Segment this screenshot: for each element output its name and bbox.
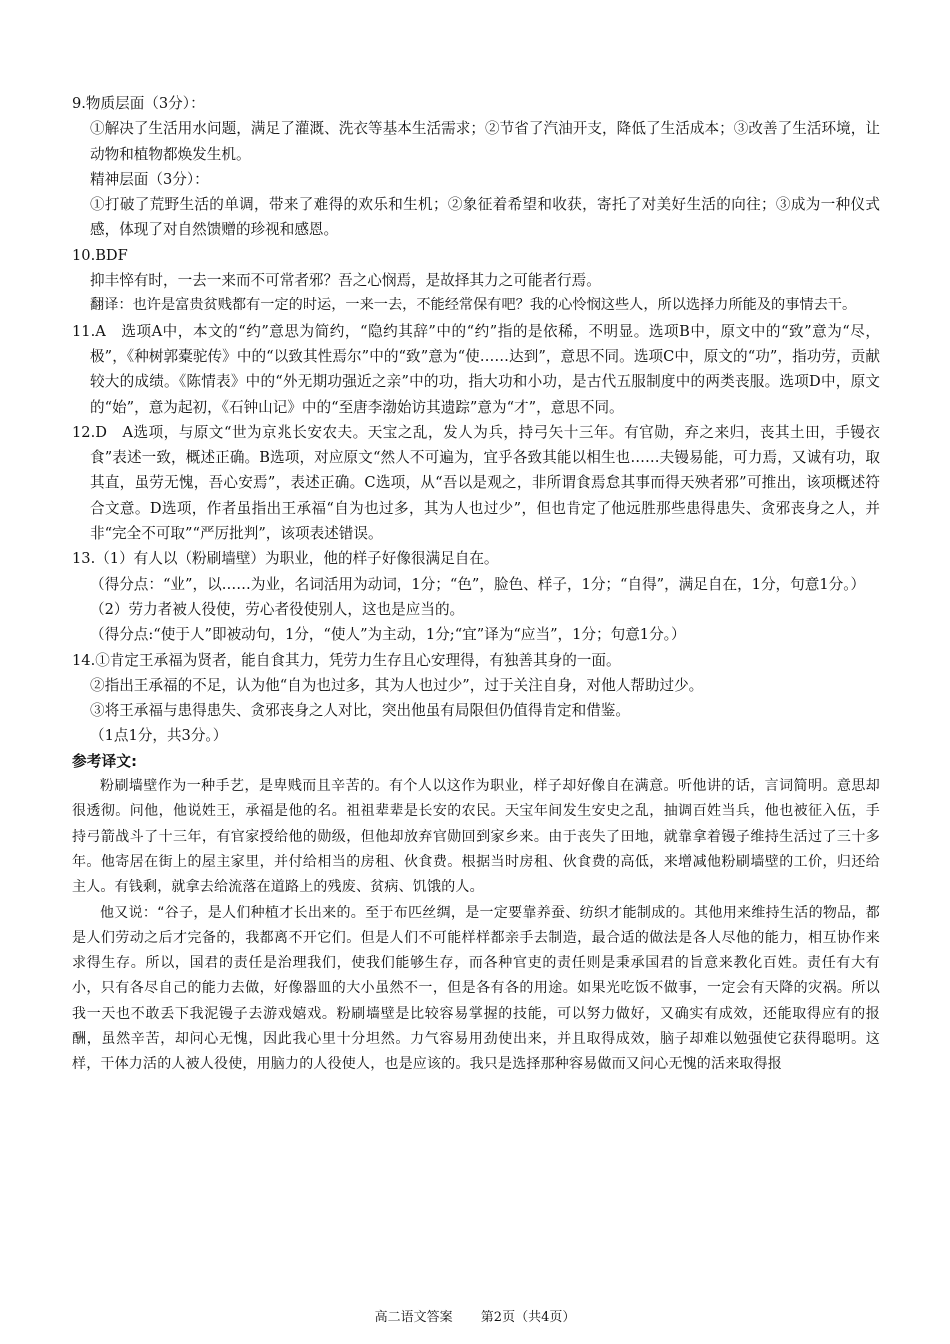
q14-scoring: （1点1分，共3分。） xyxy=(90,727,228,745)
question-14 xyxy=(72,648,880,749)
q10-original-text: 抑丰悴有时，一去一来而不可常者邪？吾之心悯焉，是故择其力之可能者行焉。 xyxy=(90,272,601,290)
question-9 xyxy=(72,91,880,243)
q10-answer: 10.BDF xyxy=(72,246,128,264)
answer-content xyxy=(72,91,880,1078)
q13-part1: 13.（1）有人以（粉刷墙壁）为职业，他的样子好像很满足自在。 xyxy=(72,550,499,568)
q10-translation: 翻译：也许是富贵贫贱都有一定的时运，一来一去，不能经常保有吧？我的心怜悯这些人，所以选择力所能及的事情去干。 xyxy=(90,297,857,314)
q14-point1: 14.①肯定王承福为贤者，能自食其力，凭劳力生存且心安理得，有独善其身的一面。 xyxy=(72,651,621,669)
q13-part1-scoring: （得分点：“业”，以……为业，名词活用为动词，1分；“色”，脸色、样子，1分；“自得”，满足自在，1分，句意1分。） xyxy=(90,575,866,593)
q9-heading-material: 9.物质层面（3分）： xyxy=(72,95,205,112)
question-12 xyxy=(72,420,880,546)
translation-title: 参考译文: xyxy=(72,752,138,770)
question-11 xyxy=(72,319,880,420)
q9-spiritual-answer: ①打破了荒野生活的单调，带来了难得的欢乐和生机；②象征着希望和收获，寄托了对美好生活的向往；③成为一种仪式感，体现了对自然馈赠的珍视和感恩。 xyxy=(90,196,880,239)
page-footer xyxy=(0,1306,950,1325)
footer-page-number: 第2页（共4页） xyxy=(480,1310,576,1325)
q14-point2: ②指出王承福的不足，认为他“自为也过多，其为人也过少”，过于关注自身，对他人帮助过少。 xyxy=(90,676,704,694)
q11-answer: 11.A 选项A中，本文的“约”意思为简约，“隐约其辞”中的“约”指的是依稀，不明显。选项B中，原文中的“致”意为“尽，极”，《种树郭橐驼传》中的“以致其性焉尔”中的“致”意为“使……达到”，意思不同。选项C中，原文的“功”，指功劳，贡献较大的成绩。《陈情表》中的“外无期功强近之亲”中的功，指大功和小功，是古代五服制度中的两类丧服。选项D中，原文的“始”，意为起初，《石钟山记》中的“至唐李渤始访其遗踪”意为“才”，意思不同。 xyxy=(72,322,880,416)
q9-material-answer: ①解决了生活用水问题，满足了灌溉、洗衣等基本生活需求；②节省了汽油开支，降低了生活成本；③改善了生活环境，让动物和植物都焕发生机。 xyxy=(90,120,880,163)
q14-point3: ③将王承福与患得患失、贪邪丧身之人对比，突出他虽有局限但仍值得肯定和借鉴。 xyxy=(90,702,630,720)
footer-subject: 高二语文答案 xyxy=(374,1310,453,1325)
question-10 xyxy=(72,243,880,319)
question-13 xyxy=(72,546,880,647)
q13-part2: （2）劳力者被人役使，劳心者役使别人，这也是应当的。 xyxy=(90,600,465,618)
translation-paragraph-2: 他又说：“谷子，是人们种植才长出来的。至于布匹丝绸，是一定要靠养蚕、纺织才能制成的。其他用来维持生活的物品，都是人们劳动之后才完备的，我都离不开它们。但是人们不可能样样都亲手去制造，最合适的做法是各人尽他的能力，相互协作来求得生存。所以，国君的责任是治理我们，使我们能够生存，而各种官吏的责任则是秉承国君的旨意来教化百姓。责任有大有小，只有各尽自己的能力去做，好像器皿的大小虽然不一，但是各有各的用途。如果光吃饭不做事，一定会有天降的灾祸。所以我一天也不敢丢下我泥镘子去游戏嬉戏。粉刷墙壁是比较容易掌握的技能，可以努力做好，又确实有成效，还能取得应有的报酬，虽然辛苦，却问心无愧，因此我心里十分坦然。力气容易用劲使出来，并且取得成效，脑子却难以勉强使它获得聪明。这样，干体力活的人被人役使，用脑力的人役使人，也是应该的。我只是选择那种容易做而又问心无愧的活来取得报 xyxy=(72,904,880,1073)
q12-answer: 12.D A选项，与原文“世为京兆长安农夫。天宝之乱，发人为兵，持弓矢十三年。有官勋，弃之来归，丧其土田，手镘衣食”表述一致，概述正确。B选项，对应原文“然人不可遍为，宜乎各致其能以相生也……夫镘易能，可力焉，又诚有功，取其直，虽劳无愧，吾心安焉”，表述正确。C选项，从“吾以是观之，非所谓食焉怠其事而得天殃者邪”可推出，该项概述符合文意。D选项，作者虽指出王承福“自为也过多，其为人也过少”，但也肯定了他远胜那些患得患失、贪邪丧身之人，并非“完全不可取”“严厉批判”，该项表述错误。 xyxy=(72,423,880,543)
reference-translation xyxy=(72,749,880,1078)
translation-paragraph-1: 粉刷墙壁作为一种手艺，是卑贱而且辛苦的。有个人以这作为职业，样子却好像自在满意。听他讲的话，言词简明。意思却很透彻。问他，他说姓王，承福是他的名。祖祖辈辈是长安的农民。天宝年间发生安史之乱，抽调百姓当兵，他也被征入伍，手持弓箭战斗了十三年，有官家授给他的勋级，但他却放弃官勋回到家乡来。由于丧失了田地，就靠拿着镘子维持生活过了三十多年。他寄居在街上的屋主家里，并付给相当的房租、伙食费。根据当时房租、伙食费的高低，来增减他粉刷墙壁的工价，归还给主人。有钱剩，就拿去给流落在道路上的残废、贫病、饥饿的人。 xyxy=(72,778,880,896)
q9-heading-spiritual: 精神层面（3分）： xyxy=(90,170,209,188)
q13-part2-scoring: （得分点:“使于人”即被动句，1分，“使人”为主动，1分;“宜”译为“应当”，1分；句意1分。） xyxy=(90,626,686,644)
